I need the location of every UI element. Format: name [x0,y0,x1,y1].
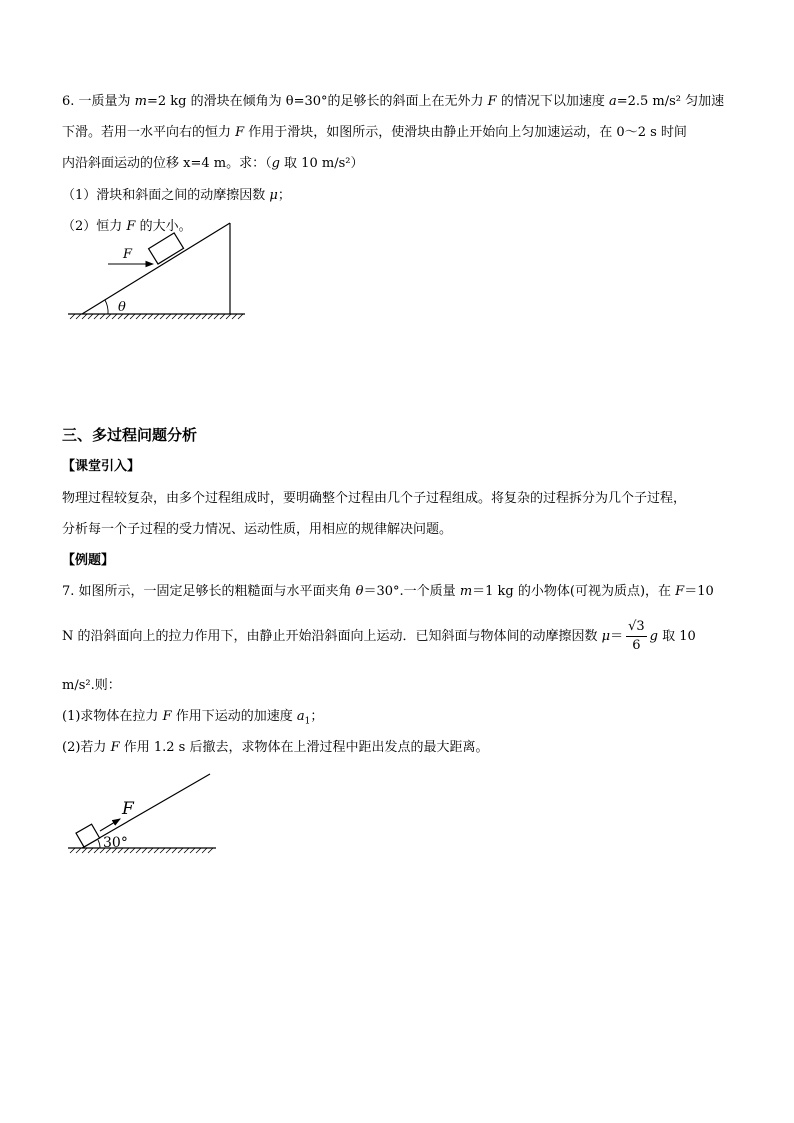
text: 的大小。 [135,219,192,234]
text: (1)求物体在拉力 [62,709,163,724]
text: ＝1 kg 的小物体(可视为质点)，在 [472,584,676,599]
p7-line-2 [62,618,696,656]
p7-question-2 [62,740,488,756]
text: （1）滑块和斜面之间的动摩擦因数 [62,188,270,203]
force-arrow [100,819,120,831]
text: 下滑。若用一水平向右的恒力 [62,125,236,140]
ground-hatching [70,314,243,319]
fraction-numerator: √3 [626,618,647,637]
var-mu: μ [269,188,278,203]
text: ＝ [610,629,624,644]
var-F: F [675,584,685,599]
p7-line-1 [62,584,714,600]
incline-slope [82,774,210,848]
fraction-denominator: 6 [632,638,641,653]
text: ； [310,709,324,724]
p7-question-1 [62,709,323,730]
text: N 的沿斜面向上的拉力作用下，由静止开始沿斜面向上运动．已知斜面与物体间的动摩擦因数 [62,629,602,644]
angle-label: 30° [103,835,128,851]
subscript: 1 [304,716,311,727]
var-a: a [296,709,305,724]
intro-label: 【课堂引入】 [62,459,141,474]
text: 内沿斜面运动的位移 x=4 m。求：（ [62,156,272,171]
var-F: F [235,125,245,140]
var-a: a [608,94,617,109]
force-label: F [122,799,134,819]
text: ＝10 [684,584,714,599]
text: =2 kg 的滑块在倾角为 θ=30°的足够长的斜面上在无外力 [147,94,488,109]
p6-line-2 [62,125,687,141]
var-F: F [126,219,136,234]
var-m: m [459,584,473,599]
var-F: F [162,709,172,724]
p6-question-1 [62,188,291,204]
intro-line-2: 分析每一个子过程的受力情况、运动性质，用相应的规律解决问题。 [62,522,453,537]
text: 6. 一质量为 [62,94,135,109]
var-g: g [271,156,280,171]
text: =2.5 m/s² 匀加速 [616,94,725,109]
var-F: F [110,740,120,755]
example-label: 【例题】 [62,553,115,568]
angle-arc [98,840,100,848]
p7-line-3: m/s².则： [62,678,121,693]
p6-line-1 [62,94,724,110]
text: 7. 如图所示，一固定足够长的粗糙面与水平面夹角 [62,584,356,599]
var-theta: θ [355,584,364,599]
text: 作用 1.2 s 后撤去，求物体在上滑过程中距出发点的最大距离。 [119,740,489,755]
var-mu: μ [601,629,611,644]
var-F: F [487,94,497,109]
ground-hatching [70,848,213,853]
text: 取 10 m/s²） [279,156,364,171]
var-g: g [649,629,658,644]
object-block [76,824,100,847]
section-heading: 三、多过程问题分析 [62,426,198,444]
text: 取 10 [658,629,696,644]
theta-arc [105,300,108,314]
intro-line-1: 物理过程较复杂，由多个过程组成时，要明确整个过程由几个子过程组成。将复杂的过程拆分为几个子过程， [62,491,687,506]
var-m: m [134,94,147,109]
theta-label: θ [118,300,126,315]
text: 作用下运动的加速度 [171,709,297,724]
p6-line-3 [62,156,363,172]
incline-slope [82,223,230,314]
text: 的情况下以加速度 [496,94,609,109]
text: ＝30°.一个质量 [363,584,460,599]
text: ； [277,188,291,203]
p6-incline-figure [60,215,260,325]
slider-block [149,233,184,264]
fraction-sqrt3-over-6 [626,618,647,655]
text: 作用于滑块，如图所示，使滑块由静止开始向上匀加速运动，在 0～2 s 时间 [244,125,687,140]
text: （2）恒力 [62,219,127,234]
p7-incline-figure [60,768,230,863]
force-label: F [123,247,133,262]
text: (2)若力 [62,740,111,755]
